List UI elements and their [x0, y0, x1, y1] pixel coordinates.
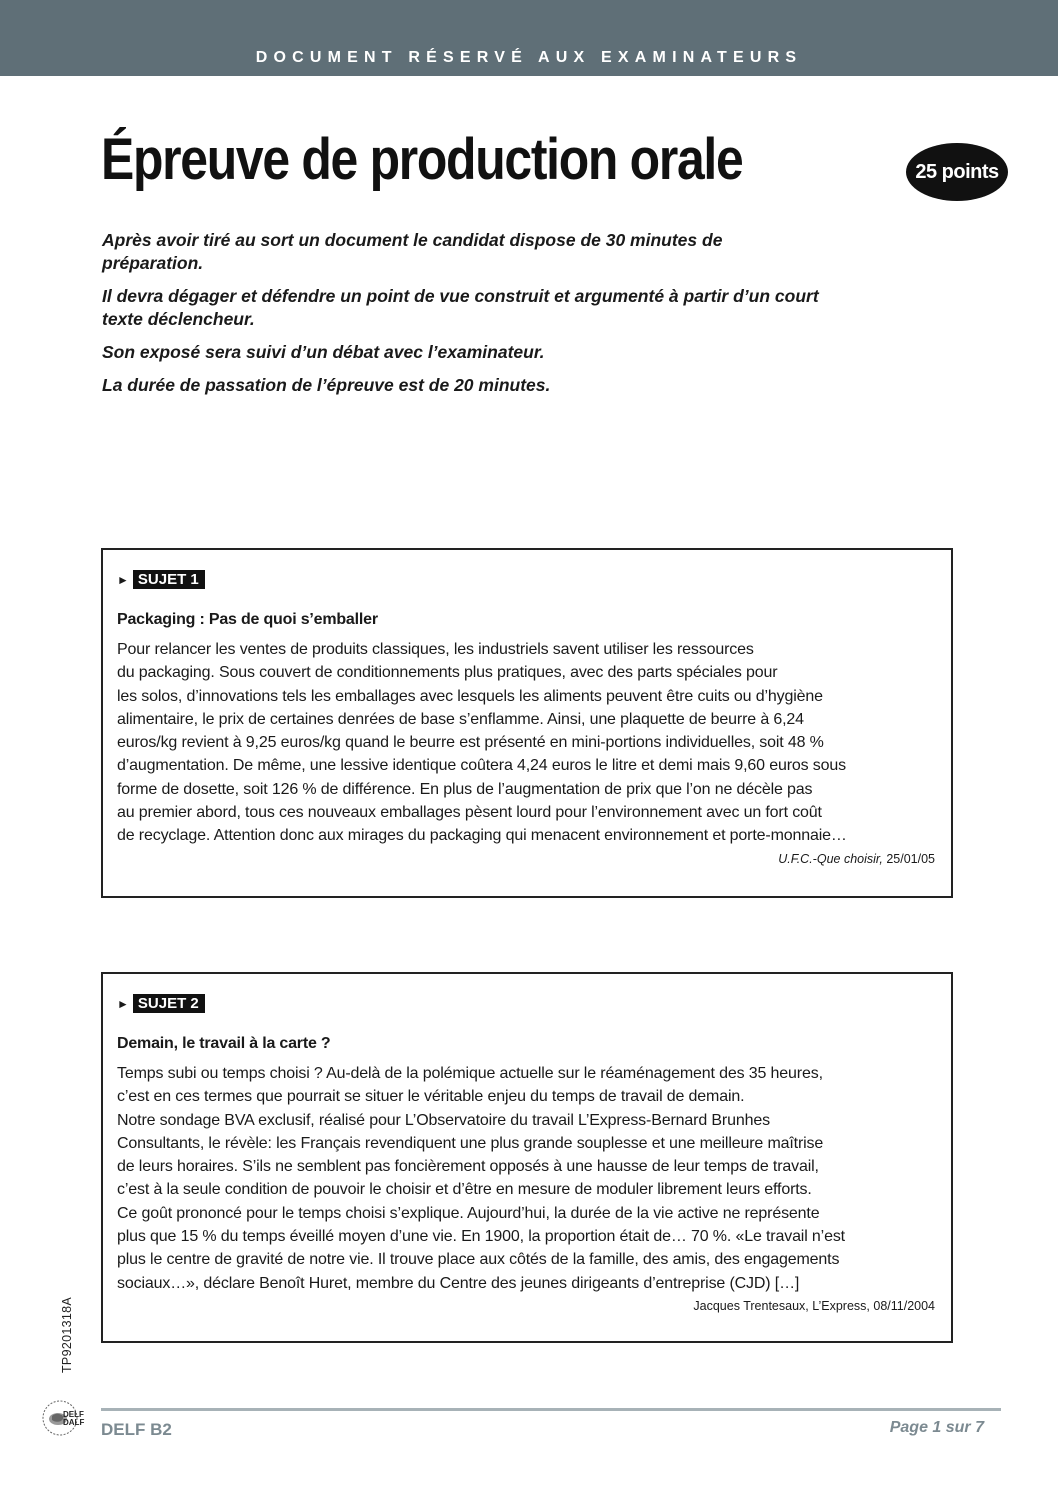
text-line: Temps subi ou temps choisi ? Au-delà de la polémique actuelle sur le réaménagement des 35 heures,	[117, 1065, 823, 1082]
intro-instructions	[102, 229, 822, 407]
source-date: Jacques Trentesaux, L’Express, 08/11/2004	[693, 1298, 935, 1313]
text-line: forme de dosette, soit 126 % de différence. En plus de l’augmentation de prix que l’on ne décèle pas	[117, 780, 813, 798]
subject-label	[117, 994, 937, 1013]
text-line: Consultants, le révèle: les Français revendiquent une plus grande souplesse et une meilleure maîtrise	[117, 1134, 824, 1152]
intro-paragraph: Après avoir tiré au sort un document le candidat dispose de 30 minutes de préparation.	[102, 230, 723, 273]
document-code: TP9201318A	[60, 1297, 74, 1373]
footer-divider	[101, 1408, 1001, 1411]
text-line: sociaux…», déclare Benoît Huret, membre du Centre des jeunes dirigeants d’entreprise (CJD) […]	[117, 1274, 800, 1292]
text-line: c’est à la seule condition de pouvoir le choisir et d’être en mesure de moduler librement leurs efforts.	[117, 1181, 812, 1199]
triangle-bullet-icon: ►	[117, 572, 129, 587]
top-banner	[0, 0, 1058, 76]
subject-label	[117, 570, 937, 589]
source-citation	[117, 1299, 937, 1313]
subject-text	[117, 638, 937, 848]
intro-paragraph: Son exposé sera suivi d’un débat avec l’examinateur.	[102, 342, 545, 362]
subject-title: Demain, le travail à la carte ?	[117, 1035, 331, 1052]
text-line: du packaging. Sous couvert de conditionnements plus pratiques, avec des parts spéciales pour	[117, 664, 778, 682]
subject-title: Packaging : Pas de quoi s’emballer	[117, 611, 378, 628]
footer-page-number: Page 1 sur 7	[889, 1419, 984, 1436]
text-line: plus le centre de gravité de notre vie. Il trouve place aux côtés de la famille, des amis, des engagements	[117, 1251, 840, 1269]
subject-2-box	[101, 972, 953, 1343]
text-line: de leurs horaires. S’ils ne semblent pas foncièrement opposés à une hausse de leur temps de travail,	[117, 1158, 819, 1176]
svg-text:DELF: DELF	[63, 1410, 84, 1419]
text-line: les solos, d’innovations tels les emballages avec lesquels les aliments peuvent être cuits ou d’hygiène	[117, 687, 823, 705]
subject-tag: SUJET 2	[133, 994, 205, 1013]
source-date: 25/01/05	[882, 851, 935, 866]
text-line: alimentaire, le prix de certaines denrées de base s’enflamme. Ainsi, une plaquette de beurre à 6,24	[117, 710, 804, 728]
text-line: plus que 15 % du temps éveillé moyen d’une vie. En 1900, la proportion était de… 70 %. «Le travail n’est	[117, 1228, 845, 1246]
subject-1-box	[101, 548, 953, 898]
delf-dalf-logo-icon	[40, 1394, 90, 1442]
text-line: Pour relancer les ventes de produits classiques, les industriels savent utiliser les ressources	[117, 641, 754, 658]
points-badge: 25 points	[906, 143, 1008, 201]
intro-paragraph: La durée de passation de l’épreuve est de 20 minutes.	[102, 375, 551, 395]
text-line: Ce goût prononcé pour le temps choisi s’explique. Aujourd’hui, la durée de la vie active ne représente	[117, 1204, 820, 1222]
page-title: Épreuve de production orale	[101, 127, 743, 192]
source-name: U.F.C.-Que choisir,	[778, 851, 883, 866]
text-line: d’augmentation. De même, une lessive identique coûtera 4,24 euros le litre et demi mais 9,60 euros sous	[117, 757, 846, 775]
svg-text:DALF: DALF	[63, 1418, 85, 1427]
banner-text: DOCUMENT RÉSERVÉ AUX EXAMINATEURS	[255, 49, 803, 66]
footer-exam-level: DELF B2	[101, 1420, 172, 1439]
subject-text	[117, 1062, 937, 1295]
intro-paragraph: Il devra dégager et défendre un point de vue construit et argumenté à partir d’un court texte déclencheur.	[102, 286, 819, 329]
source-citation	[117, 852, 937, 866]
text-line: c’est en ces termes que pourrait se situer le véritable enjeu du temps de travail de demain.	[117, 1088, 745, 1106]
text-line: Notre sondage BVA exclusif, réalisé pour L’Observatoire du travail L’Express-Bernard Brunhes	[117, 1111, 770, 1129]
triangle-bullet-icon: ►	[117, 996, 129, 1011]
text-line: au premier abord, tous ces nouveaux emballages pèsent lourd pour l’environnement avec un fort coût	[117, 804, 822, 822]
subject-tag: SUJET 1	[133, 570, 205, 589]
text-line: euros/kg revient à 9,25 euros/kg quand le beurre est présenté en mini-portions individuelles, soit 48 %	[117, 734, 824, 752]
text-line: de recyclage. Attention donc aux mirages du packaging qui menacent environnement et porte-monnaie…	[117, 827, 847, 845]
